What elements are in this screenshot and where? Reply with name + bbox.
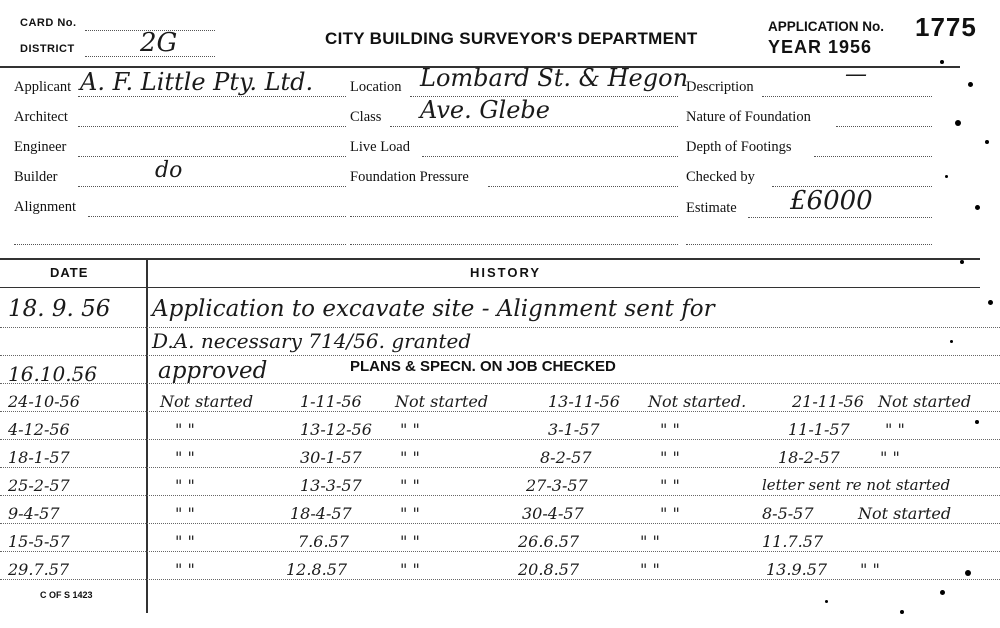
ink-speck [968, 82, 973, 87]
row-line [0, 439, 1000, 440]
row-date: 15-5-57 [8, 532, 70, 551]
row-cell: " " [175, 560, 195, 579]
row-cell: 13-11-56 [548, 392, 620, 411]
row-cell: " " [400, 532, 420, 551]
location-value: Lombard St. & Hegon [420, 64, 689, 92]
row-line [0, 523, 1000, 524]
ink-speck [965, 570, 971, 576]
row-date: 29.7.57 [8, 560, 70, 579]
blank-line-left [14, 244, 346, 245]
row-cell: 11-1-57 [788, 420, 850, 439]
row-line [0, 495, 1000, 496]
row-cell: 8-5-57 [762, 504, 814, 523]
ink-speck [975, 205, 980, 210]
district-label: DISTRICT [20, 43, 75, 55]
row-cell: letter sent re not started [762, 476, 951, 494]
row-cell: 8-2-57 [540, 448, 592, 467]
row-cell: " " [880, 448, 900, 467]
row-line [0, 579, 1000, 580]
row-cell: 18-4-57 [290, 504, 352, 523]
row-history: Application to excavate site - Alignment sent for [152, 296, 715, 322]
ink-speck [950, 340, 953, 343]
class-line [390, 126, 678, 127]
row-line [0, 467, 1000, 468]
row-cell: 30-1-57 [300, 448, 362, 467]
row-cell: " " [175, 504, 195, 523]
foundation-pressure-label: Foundation Pressure [350, 169, 469, 185]
history-header: HISTORY [470, 265, 542, 280]
row-date: 18. 9. 56 [8, 296, 111, 322]
row-line [0, 327, 1000, 328]
row-cell: " " [400, 504, 420, 523]
row-cell: " " [175, 532, 195, 551]
row-cell: " " [660, 420, 680, 439]
builder-value: do [155, 158, 183, 183]
live-load-label: Live Load [350, 139, 410, 155]
row-cell: Not started [858, 504, 952, 523]
architect-line [78, 126, 346, 127]
row-cell: Not started [160, 392, 254, 411]
row-line [0, 411, 1000, 412]
alignment-label: Alignment [14, 199, 77, 215]
engineer-label: Engineer [14, 139, 67, 155]
row-cell: 13.9.57 [766, 560, 828, 579]
row-date: 16.10.56 [8, 362, 98, 386]
ink-speck [945, 175, 948, 178]
row-cell: " " [860, 560, 880, 579]
engineer-line [78, 156, 346, 157]
ink-speck [975, 420, 979, 424]
builder-line [78, 186, 346, 187]
row-cell: " " [175, 448, 195, 467]
foundation-pressure-line [488, 186, 678, 187]
date-column-divider [146, 258, 148, 613]
row-cell: " " [400, 560, 420, 579]
location-label: Location [350, 79, 402, 95]
ink-speck [900, 610, 904, 614]
nature-of-foundation-label: Nature of Foundation [686, 109, 811, 125]
row-cell: 7.6.57 [298, 532, 349, 551]
card-no-label: CARD No. [20, 17, 77, 29]
row-cell: " " [660, 476, 680, 495]
builder-label: Builder [14, 169, 58, 185]
ink-speck [988, 300, 993, 305]
estimate-value: £6000 [790, 186, 873, 216]
stamp-plans-checked: PLANS & SPECN. ON JOB CHECKED [350, 358, 616, 375]
row-cell: Not started. [648, 392, 747, 411]
ink-speck [940, 60, 944, 64]
row-cell: 13-12-56 [300, 420, 372, 439]
row-cell: " " [660, 448, 680, 467]
description-label: Description [686, 79, 754, 95]
row-cell: " " [400, 448, 420, 467]
row-cell: " " [175, 420, 195, 439]
row-cell: 30-4-57 [522, 504, 584, 523]
row-cell: " " [660, 504, 680, 523]
district-value: 2G [140, 28, 178, 58]
depth-of-footings-line [814, 156, 932, 157]
row-cell: " " [640, 560, 660, 579]
description-value: — [845, 62, 867, 87]
class-value: Ave. Glebe [420, 96, 550, 124]
row-cell: 27-3-57 [526, 476, 588, 495]
row-date: 18-1-57 [8, 448, 70, 467]
row-cell: " " [640, 532, 660, 551]
department-title: CITY BUILDING SURVEYOR'S DEPARTMENT [325, 29, 698, 48]
row-cell: 13-3-57 [300, 476, 362, 495]
row-cell: 21-11-56 [792, 392, 864, 411]
blank-line-mid-2 [350, 244, 678, 245]
application-no-label: APPLICATION No. [768, 19, 884, 34]
row-cell: " " [400, 420, 420, 439]
row-cell: 1-11-56 [300, 392, 362, 411]
row-line [0, 551, 1000, 552]
ink-speck [825, 600, 828, 603]
row-cell: 11.7.57 [762, 532, 824, 551]
row-cell: 26.6.57 [518, 532, 580, 551]
row-cell: " " [175, 476, 195, 495]
ink-speck [940, 590, 945, 595]
estimate-label: Estimate [686, 200, 737, 216]
alignment-line [88, 216, 346, 217]
class-label: Class [350, 109, 382, 125]
row-line [0, 383, 1000, 384]
applicant-value: A. F. Little Pty. Ltd. [80, 68, 314, 96]
nature-of-foundation-line [836, 126, 932, 127]
ink-speck [985, 140, 989, 144]
form-code: C OF S 1423 [40, 590, 93, 600]
row-cell: " " [400, 476, 420, 495]
row-cell: 12.8.57 [286, 560, 348, 579]
live-load-line [422, 156, 678, 157]
row-history: approved [158, 358, 268, 384]
blank-line-mid-1 [350, 216, 678, 217]
row-line [0, 355, 1000, 356]
checked-by-label: Checked by [686, 169, 755, 185]
description-line [762, 96, 932, 97]
row-cell: 18-2-57 [778, 448, 840, 467]
architect-label: Architect [14, 109, 68, 125]
row-date: 4-12-56 [8, 420, 70, 439]
year-label: YEAR 1956 [768, 37, 873, 57]
row-cell: " " [885, 420, 905, 439]
depth-of-footings-label: Depth of Footings [686, 139, 792, 155]
row-history: D.A. necessary 714/56. granted [152, 329, 472, 353]
date-header: DATE [50, 265, 89, 280]
application-no-value: 1775 [915, 12, 977, 42]
row-cell: 3-1-57 [548, 420, 600, 439]
row-cell: Not started [395, 392, 489, 411]
ink-speck [955, 120, 961, 126]
applicant-line [78, 96, 346, 97]
row-date: 25-2-57 [8, 476, 70, 495]
blank-line-right [686, 244, 932, 245]
row-date: 24-10-56 [8, 392, 80, 411]
row-cell: Not started [878, 392, 972, 411]
row-date: 9-4-57 [8, 504, 60, 523]
applicant-label: Applicant [14, 79, 72, 95]
row-cell: 20.8.57 [518, 560, 580, 579]
ink-speck [960, 260, 964, 264]
estimate-line [748, 217, 932, 218]
